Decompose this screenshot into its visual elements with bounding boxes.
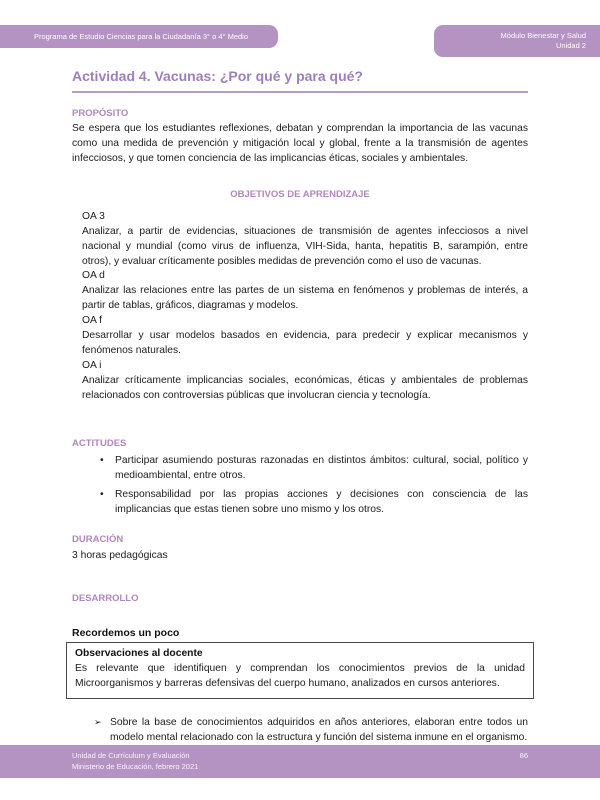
arrow-bullet-icon: ➢ — [94, 717, 102, 728]
program-badge: Programa de Estudio Ciencias para la Ciudadanía 3° o 4° Medio — [0, 25, 278, 48]
teacher-note-title: Observaciones al docente — [75, 648, 203, 660]
oa-code: OA f — [82, 315, 103, 327]
bullet-icon: • — [100, 454, 104, 466]
proposito-paragraph: Se espera que los estudiantes reflexiones, debatan y comprendan la importancia de las vacunas como una medida de prevención y mitigación local y global, frente a la transmisión de agentes infecciosos, y que tomen conciencia de las implicancias éticas, sociales y ambientales. — [72, 123, 528, 164]
list-item — [72, 488, 528, 518]
module-badge-line1: Módulo Bienestar y Salud — [500, 31, 586, 40]
page-footer — [0, 745, 600, 778]
oa-code: OA d — [82, 270, 105, 282]
page-content — [72, 68, 528, 746]
oa-text: Analizar, a partir de evidencias, situaciones de transmisión de agentes infecciosos a nivel nacional y mundial (como virus de influenza, VIH-Sida, hanta, hepatitis B, sarampión, entre otros), y evaluar críticamente posibles medidas de prevención como el uso de vacunas. — [82, 225, 528, 267]
section-heading-proposito: PROPÓSITO — [72, 108, 129, 119]
teacher-note-body: Es relevante que identifiquen y comprendan los conocimientos previos de la unidad Microorganismos y barreras defensivas del cuerpo humano, analizados en cursos anteriores. — [75, 663, 525, 690]
objetivos-list — [82, 210, 528, 404]
section-heading-duracion: DURACIÓN — [72, 534, 124, 546]
actitudes-list — [72, 454, 528, 518]
duracion-text: 3 horas pedagógicas — [72, 550, 168, 562]
oa-text: Analizar las relaciones entre las partes de un sistema en fenómenos y problemas de interés, a partir de tablas, gráficos, diagramas y modelos. — [82, 285, 528, 312]
footer-line2: Ministerio de Educación, febrero 2021 — [72, 761, 199, 771]
module-badge — [434, 25, 600, 57]
section-heading-objetivos: OBJETIVOS DE APRENDIZAJE — [230, 188, 370, 200]
actitud-text: Responsabilidad por las propias acciones y decisiones con consciencia de las implicancias que estas tienen sobre uno mismo y los otros. — [115, 488, 528, 515]
actitud-text: Participar asumiendo posturas razonadas en distintos ámbitos: cultural, social, político y medioambiental, entre otros. — [115, 454, 528, 481]
section-heading-actitudes: ACTITUDES — [72, 437, 127, 449]
module-badge-line2: Unidad 2 — [555, 41, 586, 51]
footer-line1: Unidad de Currículum y Evaluación — [72, 751, 190, 760]
oa-text: Analizar críticamente implicancias sociales, económicas, éticas y ambientales de problemas relacionados con controversias públicas que involucran ciencia y tecnología. — [82, 374, 528, 401]
activity-title: Actividad 4. Vacunas: ¿Por qué y para qué? — [72, 68, 528, 93]
bullet-icon: • — [100, 488, 104, 500]
page-number: 86 — [519, 751, 528, 760]
desarrollo-step-text: Sobre la base de conocimientos adquiridos en años anteriores, elaboran entre todos un modelo mental relacionado con la estructura y función del sistema inmune en el organismo. — [110, 717, 528, 744]
oa-code: OA 3 — [82, 210, 105, 222]
oa-text: Desarrollar y usar modelos basados en evidencia, para predecir y explicar mecanismos y fenómenos naturales. — [82, 330, 528, 357]
list-item — [72, 716, 528, 746]
footer-credits — [72, 751, 198, 772]
list-item — [72, 454, 528, 484]
section-heading-desarrollo: DESARROLLO — [72, 593, 139, 605]
desarrollo-subheading: Recordemos un poco — [72, 627, 180, 640]
teacher-note-box — [66, 642, 534, 699]
oa-code: OA i — [82, 359, 102, 371]
